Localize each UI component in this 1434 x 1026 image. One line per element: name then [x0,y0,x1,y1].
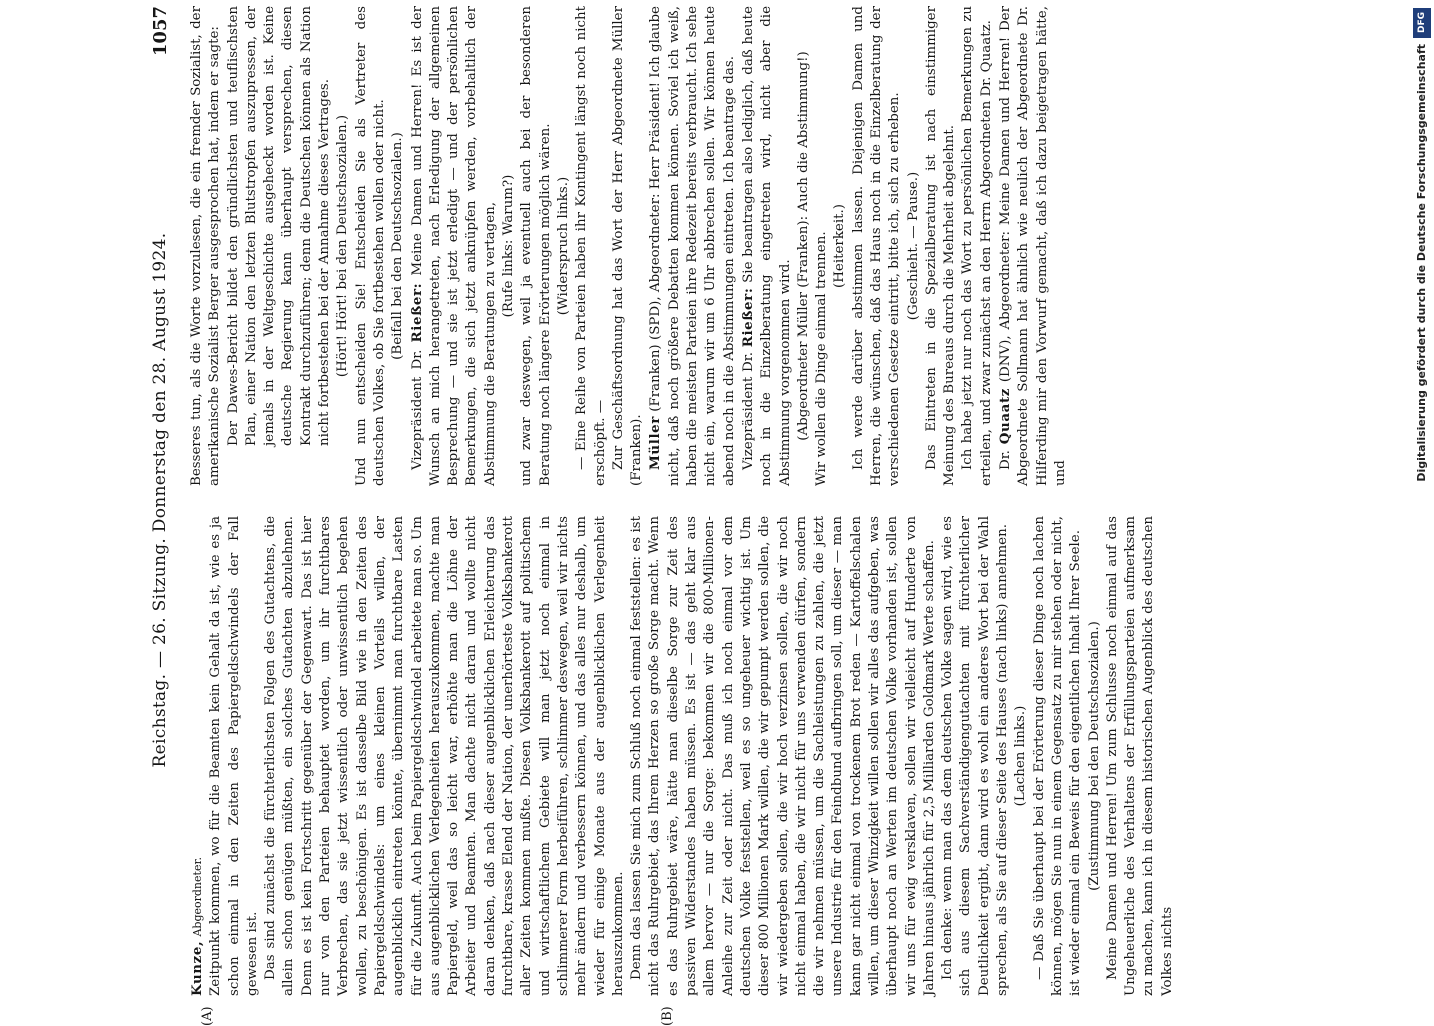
speech-paragraph [996,6,1070,486]
interjection: (Widerspruch links.) [555,176,571,316]
interjection: (Abgeordneter Müller (Franken): Auch die Abstimmung!) [795,51,811,441]
paragraph: Denn das lassen Sie mich zum Schluß noch einmal feststellen: es ist nicht das Ruhrgebiet, das Ihrem Herzen so große Sorge macht. Wenn es das Ruhrgebiet wäre, hätte man dieselbe Sorge zur Zeit des passiven Widerstandes haben müssen. Es ist — das geht klar aus allem hervor — nur die Sorge: bekommen wir die 800-Millionen-Anleihe zur Zeit oder nicht. Das muß ich noch einmal vor dem deutschen Volke feststellen, weil es so ungeheuer wichtig ist. Um dieser 800 Millionen Mark willen, die wir gepumpt werden sollen, die wir wiedergeben sollen, die wir hoch verzinsen sollen, die wir noch nicht einmal haben, die wir nicht für uns verwenden dürfen, sondern die wir nehmen müssen, um die Sachleistungen zu zahlen, die jetzt unsere Industrie für den Feindbund aufbringen soll, um dieser — man kann gar nicht einmal von trockenem Brot reden — Kartoffelschalen willen, um dieser Winzigkeit willen sollen wir alles das aufgeben, was überhaupt noch an Werten im deutschen Volke vorhanden ist, sollen wir uns für ewig versklaven, sollen wir vielleicht auf Hunderte von Jahren hinaus jährlich für 2,5 Milliarden Goldmark Werte schaffen. [629,516,937,996]
page-header [140,0,188,1000]
dfg-logo-text: DFG [1417,12,1427,34]
interjection: (Beifall bei den Deutschsozialen.) [390,132,406,360]
margin-marker-a: (A) [200,1006,215,1026]
funding-note: Digitalisierung gefördert durch die Deutsche Forschungsgemeinschaft [1415,44,1428,482]
margin-marker-b: (B) [660,1006,675,1026]
speech-paragraph [739,6,795,486]
speech-text: Sie beantragen also lediglich, daß heute noch in die Einzelberatung eingetreten wird, nicht aber die Abstimmung vorgenommen wird. [740,6,793,486]
paragraph: Wir wollen die Dinge einmal trennen. [814,231,830,486]
paragraph: Meine Damen und Herren! Um zum Schlusse noch einmal auf das Ungeheuerliche des Verhaltens der Erfüllungsparteien aufmerksam zu machen, kann ich in diesem historischen Augenblick des deutschen Volkes nichts [1104,516,1175,996]
page-number: 1057 [150,6,171,57]
paragraph: und zwar deswegen, weil ja eventuell auch bei der besonderen Beratung noch längere Erörterungen möglich wären. [519,6,553,486]
paragraph: Besseres tun, als die Worte vorzulesen, die ein fremder Sozialist, der amerikanische Sozialist Berger ausgesprochen hat, indem er sagte: [189,6,223,486]
speaker-role: Dr. [998,450,1014,470]
paragraph: Und nun entscheiden Sie! Entscheiden Sie als Vertreter des deutschen Volkes, ob Sie fortbestehen wollen oder nicht. [353,6,387,486]
speaker-role: Vizepräsident Dr. [409,349,425,470]
speaker-name: Müller [647,416,664,470]
speech-paragraph [646,6,738,486]
interjection: (Rufe links: Warum?) [501,174,517,318]
funding-sidebar [1411,4,1433,1000]
paragraph: Das sind zunächst die fürchterlichsten Folgen des Gutachtens, die allein schon genügen müßten, ein solches Gutachten abzulehnen. Denn es ist kein Fortschritt gegenüber der Gegenwart. Das ist hier nur von den Parteien behauptet worden, um ihr furchtbares Verbrechen, das sie jetzt wissentlich oder unwissentlich begehen wollen, zu beschönigen. Es ist dasselbe Bild wie in den Zeiten des Papiergeldschwindels: um eines kleinen Vorteils willen, der augenblicklich eintreten könnte, übernimmt man furchtbare Lasten für die Zukunft. Auch beim Papiergeldschwindel arbeitete man so. Um aus augenblicklichen Verlegenheiten herauszukommen, machte man Papiergeld, weil das so leicht war, erhöhte man die Löhne der Arbeiter und Beamten. Man dachte nicht daran und wollte nicht daran denken, daß nach dieser augenblicklichen Erleichterung das furchtbare, krasse Elend der Nation, der unerhörteste Volksbankerott aller Zeiten kommen mußte. Diesen Volksbankerott auf politischem und wirtschaftlichem Gebiete will man jetzt noch einmal in schlimmerer Form herbeiführen, schlimmer deswegen, weil wir nichts mehr ändern und verbessern können, und das alles nur deshalb, um wieder für einige Monate aus der augenblicklichen Verlegenheit herauszukommen. [263,516,626,996]
paragraph: — Eine Reihe von Parteien haben ihr Kontingent längst noch nicht erschöpft. — [574,6,608,486]
interjection: (Hört! Hört! bei den Deutschsozialen.) [335,114,351,378]
interjection: (Zustimmung bei den Deutschsozialen.) [1086,621,1102,891]
speech-text: (Franken) (SPD), Abgeordneter: Herr Präsident! Ich glaube nicht, daß noch größere Debatten kommen können. Soviel ich weiß, haben die meisten Parteien ihre Redezeit bereits verbraucht. Ich sehe nicht ein, warum wir um 6 Uhr abbrechen sollen. Wir können heute abend noch in die Abstimmungen eintreten. Ich beantrage das. [648,6,737,486]
paragraph: Ich denke: wenn man das dem deutschen Volke sagen wird, wie es sich aus diesem Sachverständigengutachten mit fürchterlicher Deutlichkeit ergibt, dann wird es wohl ein anderes Wort bei der Wahl sprechen, als Sie auf dieser Seite des Hauses (nach links) annehmen. [940,516,1011,996]
interjection: (Heiterkeit.) [832,204,848,288]
quotation: Der Dawes-Bericht bildet den gründlichsten und teuflischsten Plan, einer Nation den letzten Blutstropfen auszupressen, der jemals in der Weltgeschichte ausgeheckt worden ist. Keine deutsche Regierung kann überhaupt versprechen, diesen Kontrakt durchzuführen; denn die Deutschen können als Nation nicht fortbestehen bei der Annahme dieses Vertrages. [225,6,333,446]
page-title: Reichstag. — 26. Sitzung. Donnerstag den 28. August 1924. [150,232,170,768]
speaker-role: Abgeordneter. [191,857,204,937]
dfg-logo [1413,8,1431,38]
speech-paragraph [408,6,500,486]
speaker-heading [188,516,207,996]
speech-text: Meine Damen und Herren! Es ist der Wunsch an mich herangetreten, nach Erledigung der allgemeinen Besprechung — und sie ist jetzt erledigt — und der persönlichen Bemerkungen, die sich jetzt anknüpfen werden, vorbehaltlich der Abstimmung die Beratungen zu vertagen, [409,6,498,486]
speech-text: (DNV), Abgeordneter: Meine Damen und Herren! Der Abgeordnete Sollmann hat ähnlich wie neulich der Abgeordnete Dr. Hilferding mir den Vorwurf gemacht, daß ich dazu beigetragen hätte, und [998,5,1068,486]
interjection: (Geschieht. — Pause.) [905,171,921,321]
left-text-column [188,516,1177,996]
speaker-role: Vizepräsident Dr. [740,352,756,470]
speaker-name: Kunze, [189,940,205,996]
interjection: (Lachen links.) [1013,705,1029,807]
paragraph: Ich habe jetzt nur noch das Wort zu persönlichen Bemerkungen zu erteilen, und zwar zunächst an den Herrn Abgeordneten Dr. Quaatz. [960,6,994,486]
paragraph: Zur Geschäftsordnung hat das Wort der Herr Abgeordnete Müller (Franken). [610,6,645,486]
paragraph: Das Eintreten in die Spezialberatung ist nach einstimmiger Meinung des Bureaus durch die Mehrheit abgelehnt. [923,6,958,486]
speaker-name: Quaatz [997,388,1014,445]
speaker-name: Rießer: [739,287,756,348]
paragraph: Ich werde darüber abstimmen lassen. Diejenigen Damen und Herren, die wünschen, daß das Haus noch in die Einzelberatung der verschiedenen Gesetze eintritt, bitte ich, sich zu erheben. [850,6,903,486]
speaker-name: Rießer: [408,282,425,343]
right-text-column [188,6,1070,486]
paragraph: Zeitpunkt kommen, wo für die Beamten kein Gehalt da ist, wie es ja schon einmal in den Zeiten des Papiergeldschwindels der Fall gewesen ist. [208,516,260,996]
rotated-document-page [140,0,1400,1026]
paragraph: — Daß Sie überhaupt bei der Erörterung dieser Dinge noch lachen können, mögen Sie nun in einem Gegensatz zu mir stehen oder nicht, ist wieder einmal ein Beweis für den eigentlichen Inhalt Ihrer Seele. [1031,516,1084,996]
